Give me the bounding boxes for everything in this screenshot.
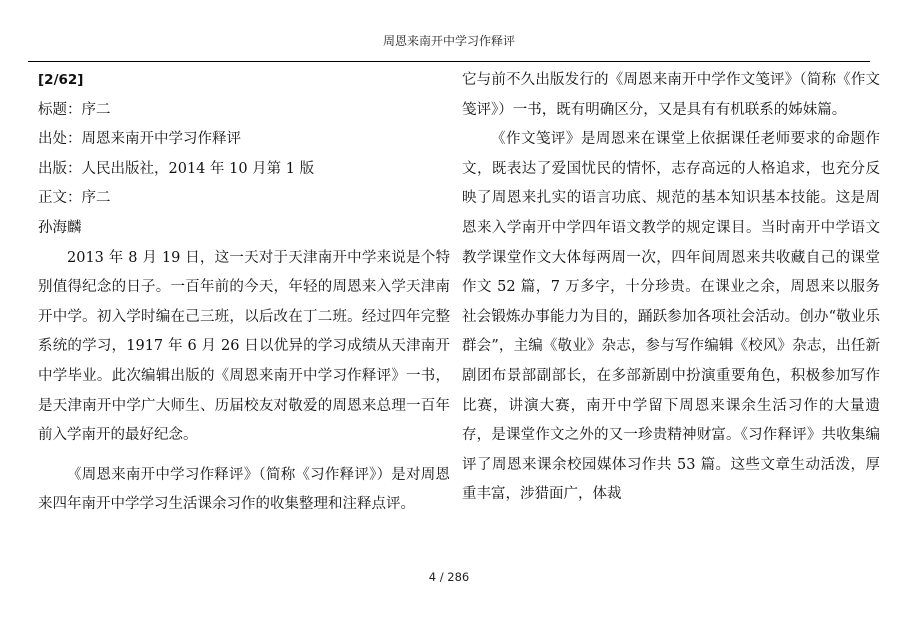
header-divider [28,61,870,62]
paragraph-gap [38,451,450,461]
right-column [462,66,880,510]
author-name: 孙海麟 [38,219,82,236]
meta-publisher: 出版：人民出版社，2014 年 10 月第 1 版 [38,160,315,177]
page-number: 4 / 286 [428,570,470,584]
body-paragraph-1: 2013 年 8 月 19 日，这一天对于天津南开中学来说是个特别值得纪念的日子。一百年前的今天，年轻的周恩来入学天津南开中学。初入学时编在己三班，以后改在丁二班。经过四年完整系统的学习，1917 年 6 月 26 日以优异的学习成绩从天津南开中学毕业。此次编辑出版的《周恩来南开中学习作释评》一书，是天津南开中学广大师生、历届校友对敬爱的周恩来总理一百年前入学南开的最好纪念。 [38,249,450,444]
meta-title: 标题：序二 [38,101,111,118]
body-paragraph-2: 《周恩来南开中学习作释评》（简称《习作释评》）是对周恩来四年南开中学学习生活课余习作的收集整理和注释点评。 [38,466,450,513]
page-index-label: [2/62] [38,72,84,88]
meta-body-title: 正文：序二 [38,190,111,207]
body-paragraph-3: 《作文笺评》是周恩来在课堂上依据课任老师要求的命题作文，既表达了爱国忧民的情怀，志存高远的人格追求，也充分反映了周恩来扎实的语言功底、规范的基本知识基本技能。这是周恩来入学南开中学四年语文教学的规定课目。当时南开中学语文教学课堂作文大体每两周一次，四年间周恩来共收藏自己的课堂作文 52 篇，7 万多字，十分珍贵。在课业之余，周恩来以服务社会锻炼办事能力为目的，踊跃参加各项社会活动。创办“敬业乐群会”，主编《敬业》杂志，参与写作编辑《校风》杂志，出任新剧团布景部副部长，在多部新剧中扮演重要角色，积极参加写作比赛，讲演大赛，南开中学留下周恩来课余生活习作的大量遗存，是课堂作文之外的又一珍贵精神财富。《习作释评》共收集编评了周恩来课余校园媒体习作共 53 篇。这些文章生动活泼，厚重丰富，涉猎面广，体裁 [462,131,880,503]
running-header: 周恩来南开中学习作释评 [382,34,515,48]
body-paragraph-continued: 它与前不久出版发行的《周恩来南开中学作文笺评》（简称《作文笺评》）一书，既有明确区分，又是具有有机联系的姊妹篇。 [462,72,880,118]
meta-source: 出处：周恩来南开中学习作释评 [38,131,241,148]
left-column [38,66,450,520]
